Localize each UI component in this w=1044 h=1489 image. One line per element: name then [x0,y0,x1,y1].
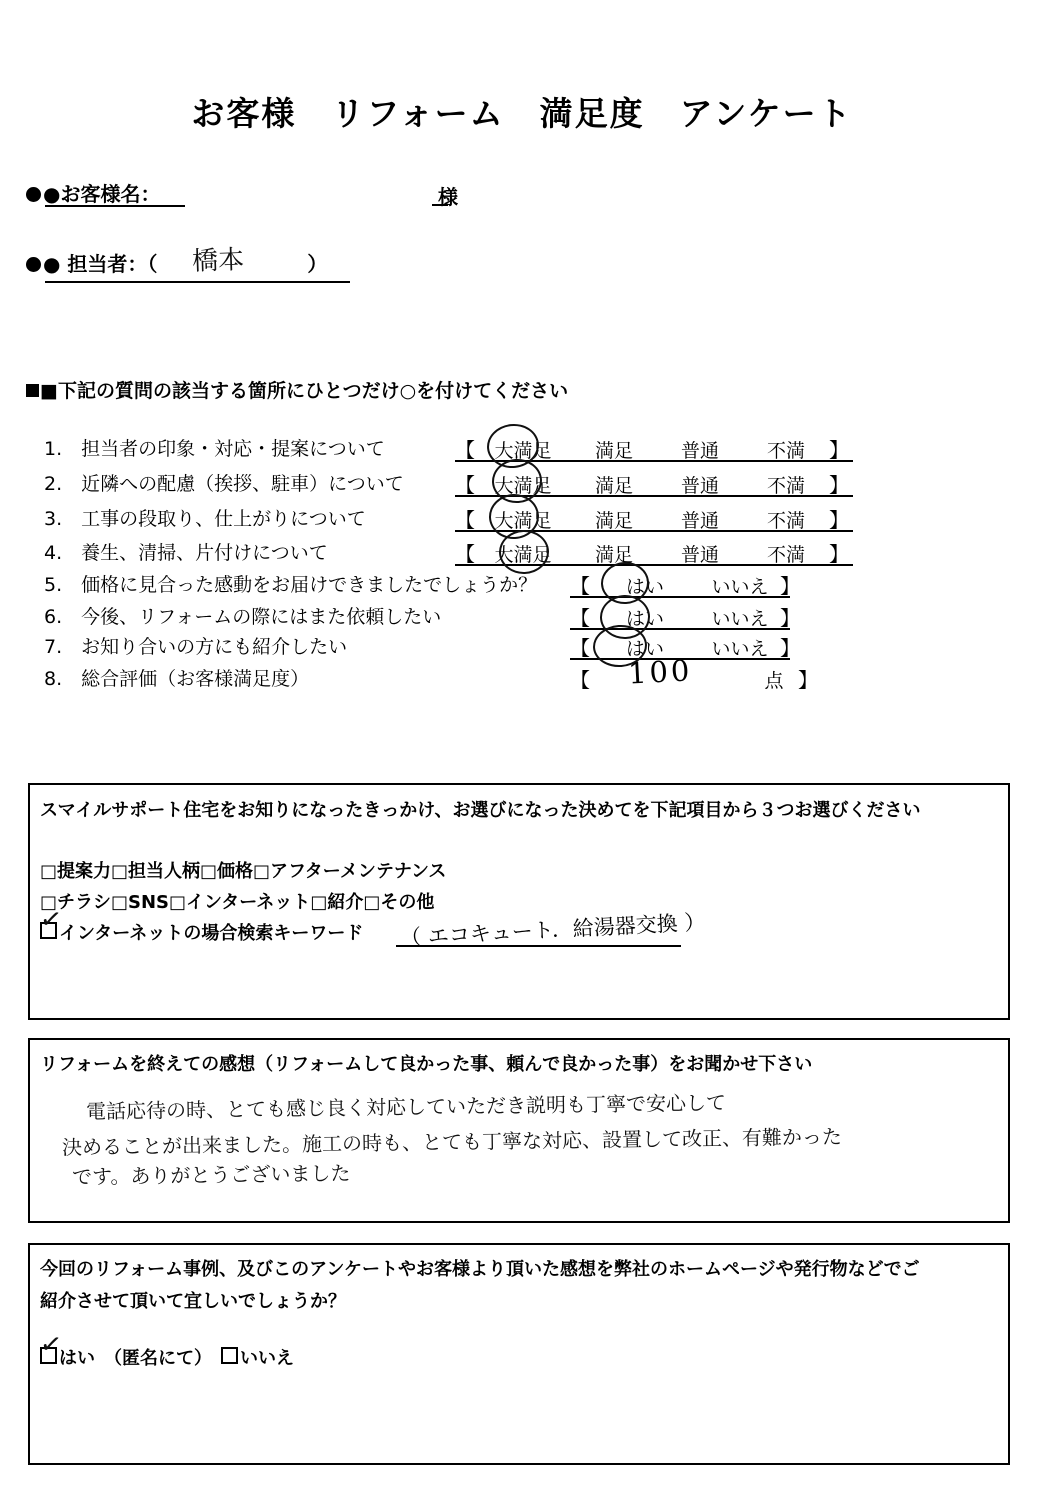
question-4-label [44,538,328,565]
question-3-number: 3. [44,508,63,530]
question-1-number: 1. [44,438,63,460]
permission-no-label: いいえ [240,1348,294,1369]
question-2-answers[interactable]: 【 大満足 満足 普通 不満 】 [455,473,849,497]
staff-close-paren: ） [307,252,328,276]
square-bullet-icon [26,384,39,397]
question-3-answers[interactable]: 【 大満足 満足 普通 不満 】 [455,508,849,532]
customer-name-suffix: 様 [438,185,458,209]
source-box-heading: スマイルサポート住宅をお知りになったきっかけ、お選びになった決めてを下記項目から３つお選びください [40,800,921,821]
option-hai[interactable]: はい [625,638,664,660]
question-1-label [44,434,385,461]
option-fuman[interactable]: 不満 [766,544,805,566]
question-6-text: 今後、リフォームの際にはまた依頼したい [81,606,442,628]
question-7-number: 7. [44,636,63,658]
instruction-text [26,376,568,403]
permission-yes-note: （匿名にて） [113,1348,203,1369]
option-manzoku[interactable]: 満足 [594,544,633,566]
option-daimanzoku[interactable]: 大満足 [494,440,552,462]
bullet-icon [26,257,41,272]
question-8-number: 8. [44,668,63,690]
question-6-number: 6. [44,606,63,628]
score-value-handwritten: 100 [627,653,694,691]
staff-label-text: ● 担当者：（ [43,252,158,276]
impression-comment-line-1: 電話応待の時、とても感じ良く対応していただき説明も丁寧で安心して [85,1090,727,1124]
staff-label [26,248,327,277]
source-keyword-label: インターネットの場合検索キーワード [59,923,364,944]
permission-options[interactable] [40,1342,294,1376]
instruction-body: ■下記の質問の該当する箇所にひとつだけ○を付けてください [40,380,569,402]
option-fuman[interactable]: 不満 [766,510,805,532]
customer-name-label [26,178,160,207]
score-unit: 点 [764,670,784,692]
option-manzoku[interactable]: 満足 [594,440,633,462]
option-futsuu[interactable]: 普通 [680,510,719,532]
staff-name-handwritten: 橋本 [191,245,245,277]
staff-underline [45,281,350,283]
question-5-answers[interactable]: 【 はい いいえ 】 [570,574,800,598]
question-6-underline [570,628,790,630]
checkmark-icon: ✓ [38,1328,64,1362]
question-2-label [44,469,404,496]
impression-box-heading: リフォームを終えての感想（リフォームして良かった事、頼んで良かった事）をお聞かせ下さい [40,1054,813,1075]
question-1-text: 担当者の印象・対応・提案について [81,438,385,460]
source-keyword-row[interactable] [40,917,363,951]
option-hai[interactable]: はい [625,576,664,598]
customer-name-underline [45,205,185,207]
question-6-label [44,602,441,629]
question-6-answers[interactable]: 【 はい いいえ 】 [570,606,800,630]
question-4-answers[interactable]: 【 大満足 満足 普通 不満 】 [455,542,849,566]
impression-comment-line-2: 決めることが出来ました。施工の時も、とても丁寧な対応、設置して改正、有難かった [61,1124,843,1160]
option-daimanzoku[interactable]: 大満足 [494,544,552,566]
question-3-label [44,504,366,531]
source-keyword-value-handwritten: （ エコキュート．給湯器交換 ） [399,910,706,950]
question-7-label [44,632,347,659]
question-1-answers[interactable]: 【 大満足 満足 普通 不満 】 [455,438,849,462]
option-futsuu[interactable]: 普通 [680,544,719,566]
option-iie[interactable]: いいえ [711,638,769,660]
option-daimanzoku[interactable]: 大満足 [494,475,552,497]
question-5-label [44,570,537,597]
question-4-underline [455,564,853,566]
question-5-underline [570,596,790,598]
question-7-answers[interactable]: 【 はい いいえ 】 [570,636,800,660]
impression-comment-line-3: です。ありがとうございました [71,1161,351,1189]
question-5-text: 価格に見合った感動をお届けできましたでしょうか？ [81,574,538,596]
question-4-number: 4. [44,542,63,564]
question-5-number: 5. [44,574,63,596]
permission-box-heading-line-2: 紹介させて頂いて宜しいでしょうか？ [40,1291,346,1312]
option-daimanzoku[interactable]: 大満足 [494,510,552,532]
question-8-text: 総合評価（お客様満足度） [81,668,310,690]
page-title: お客様 リフォーム 満足度 アンケート [191,94,853,133]
permission-yes-label: はい [59,1348,95,1369]
option-fuman[interactable]: 不満 [766,475,805,497]
source-options-row-2[interactable]: □チラシ□SNS□インターネット□紹介□その他 [40,892,435,913]
option-iie[interactable]: いいえ [711,608,769,630]
option-futsuu[interactable]: 普通 [680,475,719,497]
source-options-row-1[interactable]: □提案力□担当人柄□価格□アフターメンテナンス [40,861,447,882]
question-3-text: 工事の段取り、仕上がりについて [81,508,366,530]
checkbox-permission-no[interactable] [221,1347,238,1364]
checkmark-icon: ✓ [38,903,64,937]
customer-name-value-underline [432,204,448,206]
bullet-icon [26,187,41,202]
question-1-underline [455,460,853,462]
option-hai[interactable]: はい [625,608,664,630]
permission-box-heading-line-1: 今回のリフォーム事例、及びこのアンケートやお客様より頂いた感想を弊社のホームページや発行物などでご [40,1259,920,1280]
question-4-text: 養生、清掃、片付けについて [81,542,328,564]
option-futsuu[interactable]: 普通 [680,440,719,462]
customer-name-label-text: ●お客様名： [43,182,161,206]
option-manzoku[interactable]: 満足 [594,475,633,497]
question-2-text: 近隣への配慮（挨拶、駐車）について [81,473,404,495]
question-8-label [44,664,309,691]
option-manzoku[interactable]: 満足 [594,510,633,532]
option-iie[interactable]: いいえ [711,576,769,598]
question-7-text: お知り合いの方にも紹介したい [81,636,348,658]
source-keyword-underline [396,945,681,947]
question-2-underline [455,495,853,497]
option-fuman[interactable]: 不満 [766,440,805,462]
question-3-underline [455,530,853,532]
question-2-number: 2. [44,473,63,495]
question-8-answers[interactable]: 【 点 】 [570,668,818,692]
